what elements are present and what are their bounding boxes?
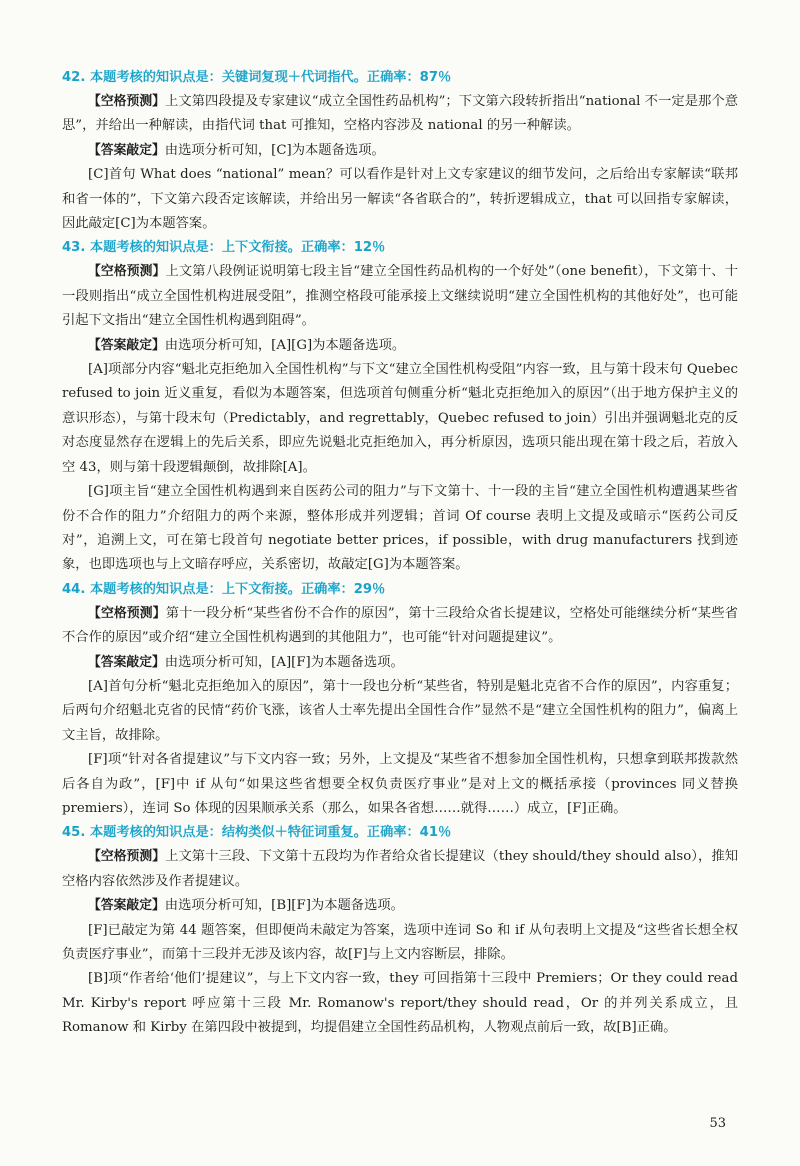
paragraph (62, 748, 738, 821)
paragraph (62, 602, 738, 651)
paragraph-text: [A]首句分析“魁北克拒绝加入的原因”，第十一段也分析“某些省，特别是魁北克省不合作的原因”，内容重复；后两句介绍魁北克省的民情“药价飞涨，该省人士率先提出全国性合作”显然不是“建立全国性机构的阻力”，偏离上文主旨，故排除。 (62, 678, 738, 743)
paragraph-text: [G]项主旨“建立全国性机构遇到来自医药公司的阻力”与下文第十、十一段的主旨“建立全国性机构遭遇某些省份不合作的阻力”介绍阻力的两个来源，整体形成并列逻辑；首词 Of course 表明上文提及或暗示“医药公司反对”，追溯上文，可在第七段首句 negotiate better prices，if possible，with drug manufacturers 找到迹象，也即选项也与上文暗存呼应，关系密切，故敲定[G]为本题答案。 (62, 484, 738, 573)
paragraph-text: 由选项分析可知，[A][F]为本题备选项。 (164, 654, 404, 670)
paragraph (62, 845, 738, 894)
paragraph (62, 675, 738, 748)
paragraph (62, 139, 738, 163)
paragraph-text: 由选项分析可知，[C]为本题备选项。 (164, 142, 385, 158)
paragraph-text: 第十一段分析“某些省份不合作的原因”，第十三段给众省长提建议，空格处可能继续分析“某些省不合作的原因”或介绍“建立全国性机构遇到的其他阻力”，也可能“针对问题提建议”。 (62, 605, 738, 646)
paragraph-text: 由选项分析可知，[B][F]为本题备选项。 (164, 898, 404, 914)
paragraph-text: 上文第十三段、下文第十五段均为作者给众省长提建议（they should/they should also），推知空格内容依然涉及作者提建议。 (62, 849, 738, 889)
paragraph (62, 358, 738, 480)
paragraph-label: 【答案敲定】 (88, 337, 165, 353)
section-44 (62, 578, 738, 822)
paragraph-label: 【答案敲定】 (88, 142, 165, 158)
page-number: 53 (709, 1116, 726, 1131)
section-heading: 42. 本题考核的知识点是：关键词复现＋代词指代。正确率：87％ (62, 70, 452, 85)
paragraph (62, 163, 738, 236)
paragraph-text: [C]首句 What does “national” mean？可以看作是针对上文专家建议的细节发问，之后给出专家解读“联邦和省一体的”，下文第六段否定该解读，并给出另一解读“各省联合的”，转折逻辑成立，that 可以回指专家解读，因此敲定[C]为本题答案。 (62, 167, 738, 232)
paragraph-label: 【空格预测】 (88, 264, 166, 280)
paragraph-text: 上文第四段提及专家建议“成立全国性药品机构”；下文第六段转折指出“national 不一定是那个意思”，并给出一种解读，由指代词 that 可推知，空格内容涉及 national 的另一种解读。 (62, 94, 738, 134)
section-heading: 44. 本题考核的知识点是：上下文衔接。正确率：29％ (62, 581, 386, 597)
paragraph-label: 【答案敲定】 (88, 654, 165, 670)
paragraph-text: 上文第八段例证说明第七段主旨“建立全国性药品机构的一个好处”（one benefit），下文第十、十一段则指出“成立全国性机构进展受阻”，推测空格段可能承接上文继续说明“建立全国性机构的其他好处”，也可能引起下文指出“建立全国性机构遇到阻碍”。 (62, 264, 738, 329)
paragraph-text: [B]项“作者给‘他们’提建议”，与上下文内容一致，they 可回指第十三段中 Premiers；Or they could read Mr. Kirby's report 呼应第十三段 Mr. Romanow's report/they should read，Or 的并列关系成立，且 Romanow 和 Kirby 在第四段中被提到，均提倡建立全国性药品机构，人物观点前后一致，故[B]正确。 (62, 971, 738, 1036)
paragraph (62, 90, 738, 139)
paragraph-text: [A]项部分内容“魁北克拒绝加入全国性机构”与下文“建立全国性机构受阻”内容一致，且与第十段末句 Quebec refused to join 近义重复，看似为本题答案，但选项首句侧重分析“魁北克拒绝加入的原因”（出于地方保护主义的意识形态），与第十段末句（Predictably，and regrettably，Quebec refused to join）引出并强调魁北克的反对态度显然存在逻辑上的先后关系，即应先说魁北克拒绝加入，再分析原因，选项只能出现在第十段之后，若放入空 43，则与第十段逻辑颠倒，故排除[A]。 (62, 362, 738, 475)
paragraph-text: [F]已敲定为第 44 题答案，但即便尚未敲定为答案，选项中连词 So 和 if 从句表明上文提及“这些省长想全权负责医疗事业”，而第十三段并无涉及该内容，故[F]与上文内容断层，排除。 (62, 922, 738, 962)
section-43 (62, 236, 738, 577)
paragraph-text: 由选项分析可知，[A][G]为本题备选项。 (164, 337, 406, 353)
paragraph (62, 894, 738, 918)
paragraph (62, 651, 738, 675)
paragraph-label: 【空格预测】 (88, 94, 166, 109)
document-body (62, 66, 738, 1041)
paragraph (62, 260, 738, 333)
paragraph (62, 919, 738, 968)
paragraph (62, 480, 738, 578)
paragraph-label: 【空格预测】 (88, 849, 166, 865)
section-heading: 43. 本题考核的知识点是：上下文衔接。正确率：12％ (62, 240, 386, 256)
section-45 (62, 821, 738, 1040)
paragraph (62, 967, 738, 1040)
section-42 (62, 66, 738, 236)
paragraph-label: 【答案敲定】 (88, 898, 165, 914)
paragraph-text: [F]项“针对各省提建议”与下文内容一致；另外，上文提及“某些省不想参加全国性机构，只想拿到联邦拨款然后各自为政”，[F]中 if 从句“如果这些省想要全权负责医疗事业”是对上文的概括承接（provinces 同义替换 premiers），连词 So 体现的因果顺承关系（那么，如果各省想……就得……）成立，[F]正确。 (62, 752, 738, 816)
paragraph (62, 334, 738, 358)
section-heading: 45. 本题考核的知识点是：结构类似＋特征词重复。正确率：41％ (62, 825, 452, 841)
paragraph-label: 【空格预测】 (88, 605, 166, 621)
